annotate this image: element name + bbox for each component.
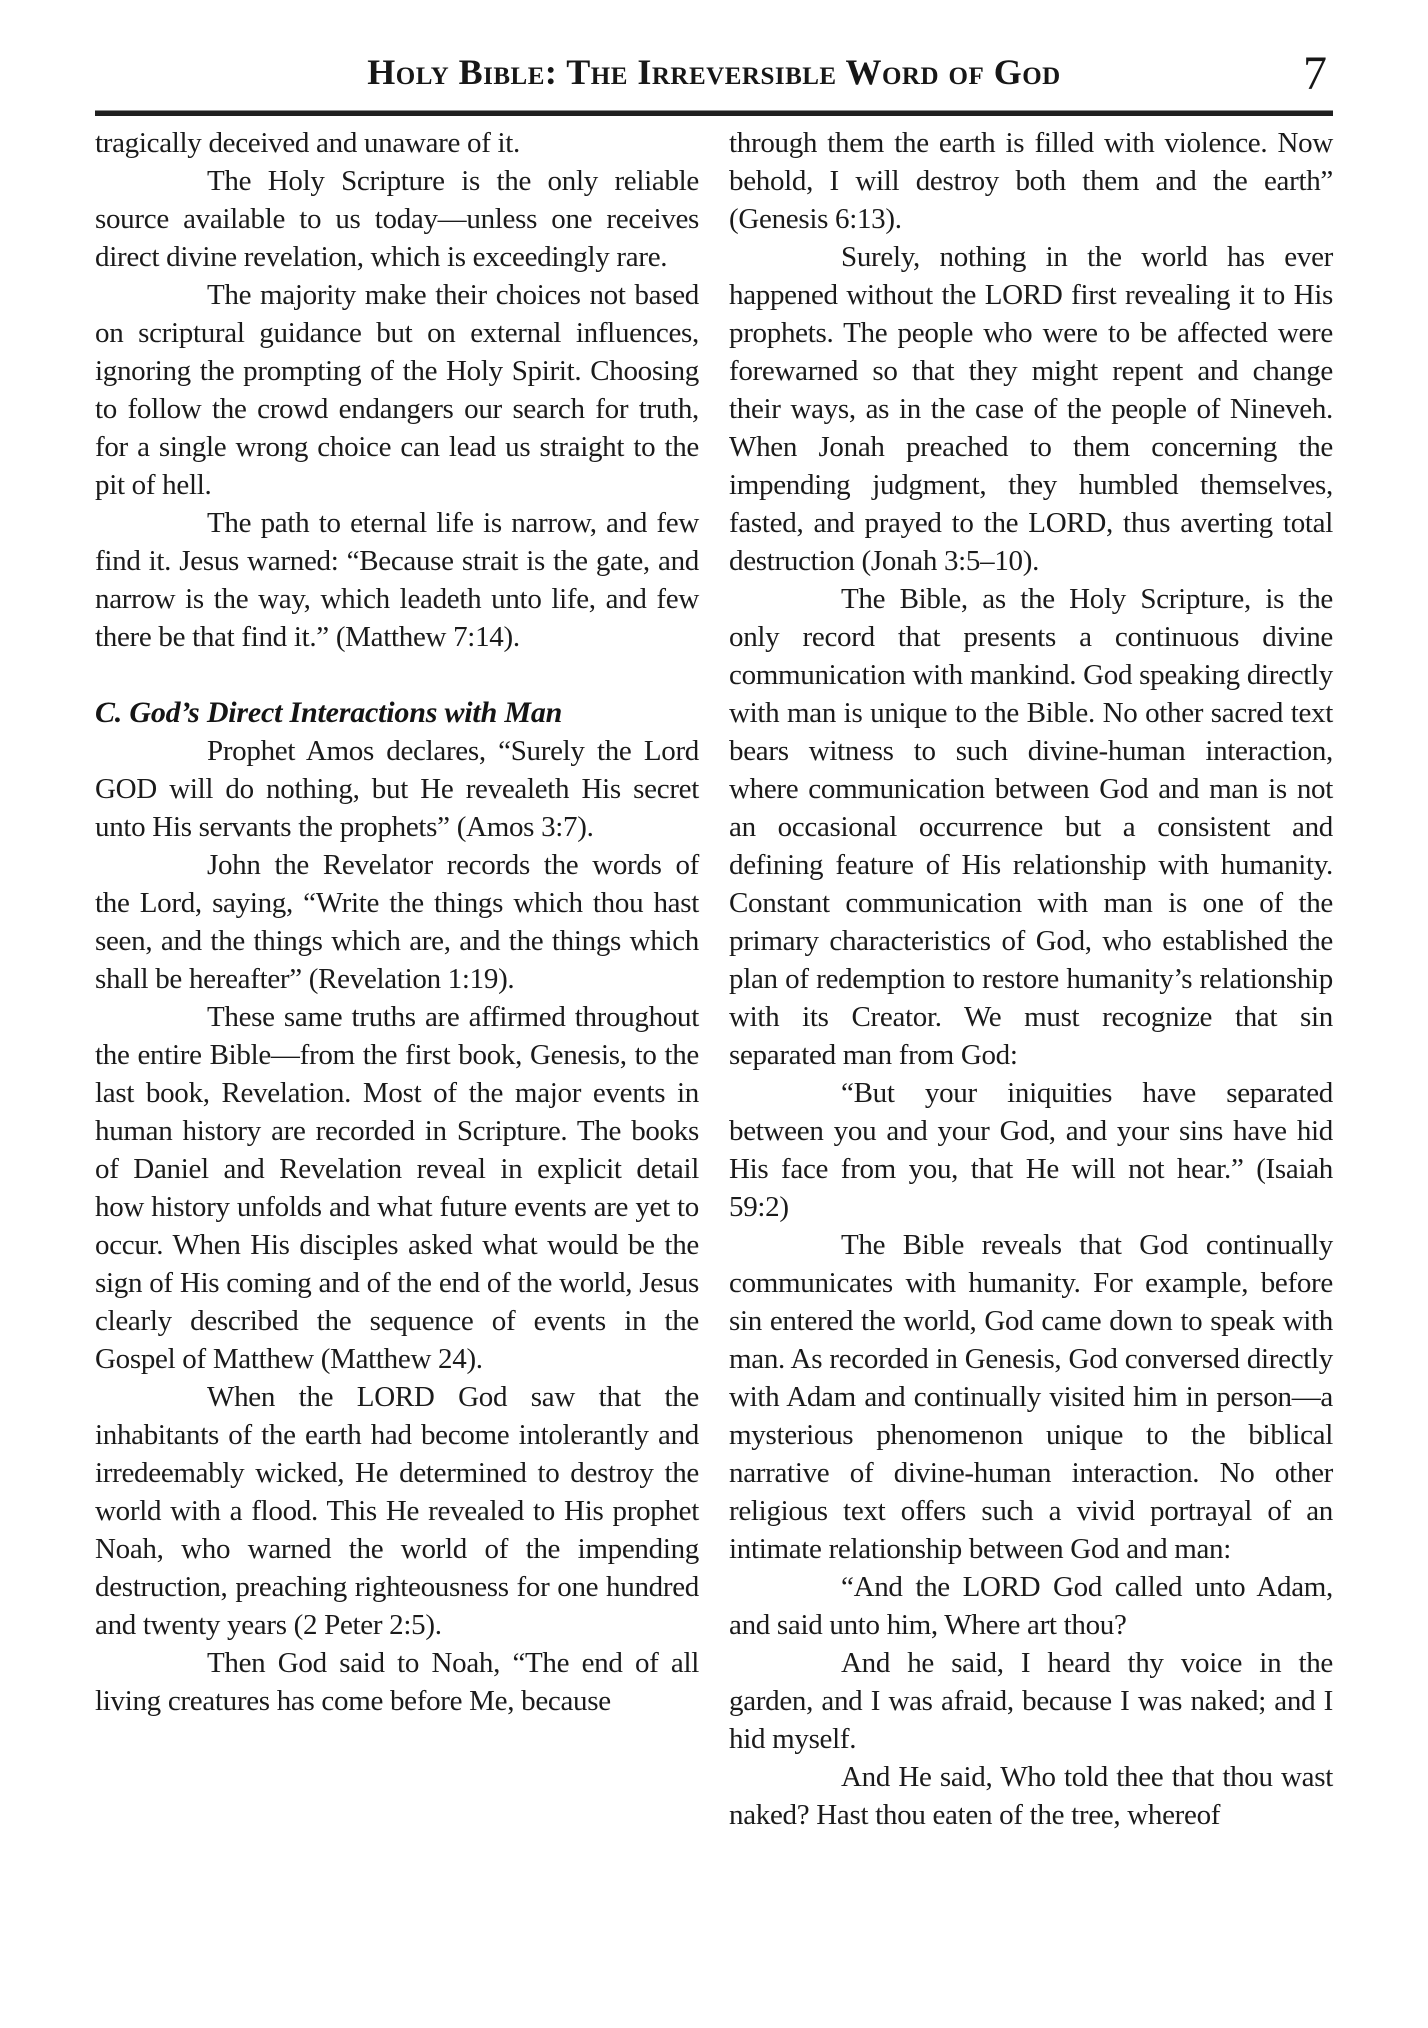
page-body bbox=[95, 0, 1333, 2028]
body-paragraph: “And the LORD God called unto Adam, and said unto him, Where art thou? bbox=[729, 1571, 1333, 1641]
body-paragraph: When the LORD God saw that the inhabitants of the earth had become intolerantly and irredeemably wicked, He determined to destroy the world with a flood. This He revealed to His prophet Noah, who warned the world of the impending destruction, preaching righteousness for one hundred and twenty years (2 Peter 2:5). bbox=[95, 1381, 699, 1641]
body-paragraph: These same truths are affirmed throughout the entire Bible—from the first book, Genesis, to the last book, Revelation. Most of the major events in human history are recorded in Scripture. The books of Daniel and Revelation reveal in explicit detail how history unfolds and what future events are yet to occur. When His disciples asked what would be the sign of His coming and of the end of the world, Jesus clearly described the sequence of events in the Gospel of Matthew (Matthew 24). bbox=[95, 1001, 699, 1375]
body-paragraph: Prophet Amos declares, “Surely the Lord GOD will do nothing, but He revealeth His secret unto His servants the prophets” (Amos 3:7). bbox=[95, 735, 699, 843]
body-paragraph: The Bible, as the Holy Scripture, is the only record that presents a continuous divine communication with mankind. God speaking directly with man is unique to the Bible. No other sacred text bears witness to such divine-human interaction, where communication between God and man is not an occasional occurrence but a consistent and defining feature of His relationship with humanity. Constant communication with man is one of the primary characteristics of God, who established the plan of redemption to restore humanity’s relationship with its Creator. We must recognize that sin separated man from God: bbox=[729, 583, 1333, 1071]
body-paragraph: The majority make their choices not based on scriptural guidance but on external influences, ignoring the prompting of the Holy Spirit. Choosing to follow the crowd endangers our search for truth, for a single wrong choice can lead us straight to the pit of hell. bbox=[95, 279, 699, 501]
body-paragraph: tragically deceived and unaware of it. bbox=[95, 127, 521, 159]
body-paragraph: “But your iniquities have separated between you and your God, and your sins have hid His face from you, that He will not hear.” (Isaiah 59:2) bbox=[729, 1077, 1333, 1223]
page-title: Holy Bible: The Irreversible Word of God bbox=[367, 52, 1061, 92]
body-paragraph: Surely, nothing in the world has ever happened without the LORD first revealing it to His prophets. The people who were to be affected were forewarned so that they might repent and change their ways, as in the case of the people of Nineveh. When Jonah preached to them concerning the impending judgment, they humbled themselves, fasted, and prayed to the LORD, thus averting total destruction (Jonah 3:5–10). bbox=[729, 241, 1333, 577]
body-paragraph: And He said, Who told thee that thou wast naked? Hast thou eaten of the tree, whereof bbox=[729, 1761, 1333, 1831]
column-right bbox=[729, 124, 1333, 1834]
body-paragraph: The Holy Scripture is the only reliable source available to us today—unless one receives direct divine revelation, which is exceedingly rare. bbox=[95, 165, 699, 273]
header-rule bbox=[95, 110, 1333, 116]
body-paragraph: through them the earth is filled with violence. Now behold, I will destroy both them and the earth” (Genesis 6:13). bbox=[729, 127, 1333, 235]
body-paragraph: John the Revelator records the words of the Lord, saying, “Write the things which thou hast seen, and the things which are, and the things which shall be hereafter” (Revelation 1:19). bbox=[95, 849, 699, 995]
page-number: 7 bbox=[1303, 47, 1327, 100]
body-paragraph: Then God said to Noah, “The end of all living creatures has come before Me, because bbox=[95, 1647, 699, 1717]
section-heading: C. God’s Direct Interactions with Man bbox=[95, 696, 563, 729]
body-paragraph: The Bible reveals that God continually communicates with humanity. For example, before sin entered the world, God came down to speak with man. As recorded in Genesis, God conversed directly with Adam and continually visited him in person—a mysterious phenomenon unique to the biblical narrative of divine-human interaction. No other religious text offers such a vivid portrayal of an intimate relationship between God and man: bbox=[729, 1229, 1333, 1565]
body-paragraph: And he said, I heard thy voice in the garden, and I was afraid, because I was naked; and I hid myself. bbox=[729, 1647, 1333, 1755]
body-paragraph: The path to eternal life is narrow, and few find it. Jesus warned: “Because strait is the gate, and narrow is the way, which leadeth unto life, and few there be that find it.” (Matthew 7:14). bbox=[95, 507, 699, 653]
text-columns bbox=[95, 124, 1333, 1834]
column-left bbox=[95, 124, 699, 1834]
